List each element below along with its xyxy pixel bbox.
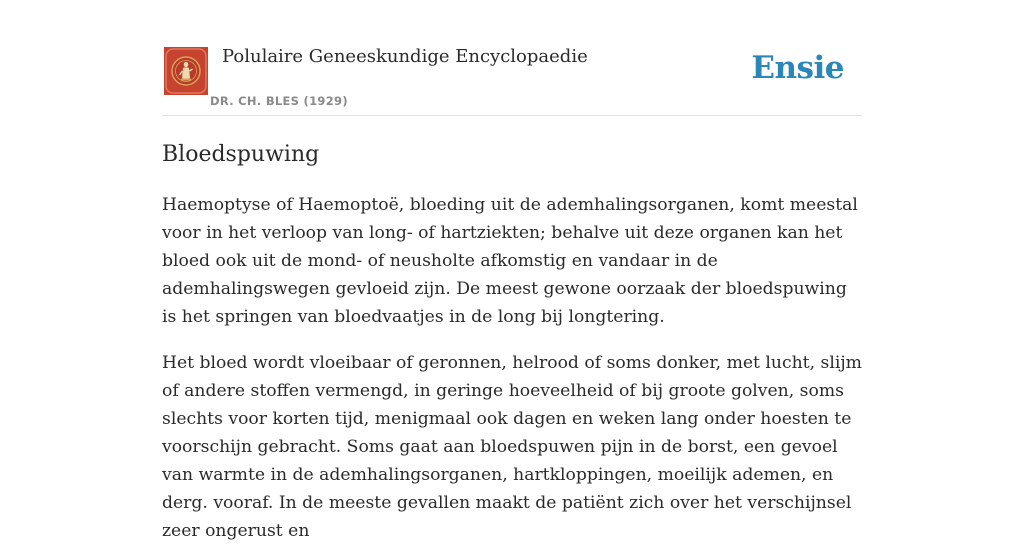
book-header: [162, 40, 862, 116]
ensie-logo[interactable]: Ensie: [751, 50, 844, 86]
paragraph: Haemoptyse of Haemoptoë, bloeding uit de ademhalingsorganen, komt meestal voor in het verloop van long- of hartziekten; behalve uit deze organen kan het bloed ook uit de mond- of neusholte afkomstig en vandaar in de ademhalingswegen gevloeid zijn. De meest gewone oorzaak der bloedspuwing is het springen van bloedvaatjes in de long bij longtering.: [162, 195, 858, 327]
article: [162, 140, 862, 545]
book-title[interactable]: Polulaire Geneeskundige Encyclopaedie: [222, 46, 588, 67]
paragraph: Het bloed wordt vloeibaar of geronnen, helrood of soms donker, met lucht, slijm of andere stoffen vermengd, in geringe hoeveelheid of bij groote golven, soms slechts voor korten tijd, menigmaal ook dagen en weken lang onder hoesten te voorschijn gebracht. Soms gaat aan bloedspuwen pijn in de borst, een gevoel van warmte in de ademhalingsorganen, hartkloppingen, moeilijk ademen, en derg. vooraf. In de meeste gevallen maakt de patiënt zich over het verschijnsel zeer ongerust en: [162, 353, 862, 541]
entry-title: Bloedspuwing: [162, 142, 320, 167]
book-cover-icon[interactable]: [164, 47, 208, 95]
book-author[interactable]: DR. CH. BLES (1929): [210, 94, 348, 108]
